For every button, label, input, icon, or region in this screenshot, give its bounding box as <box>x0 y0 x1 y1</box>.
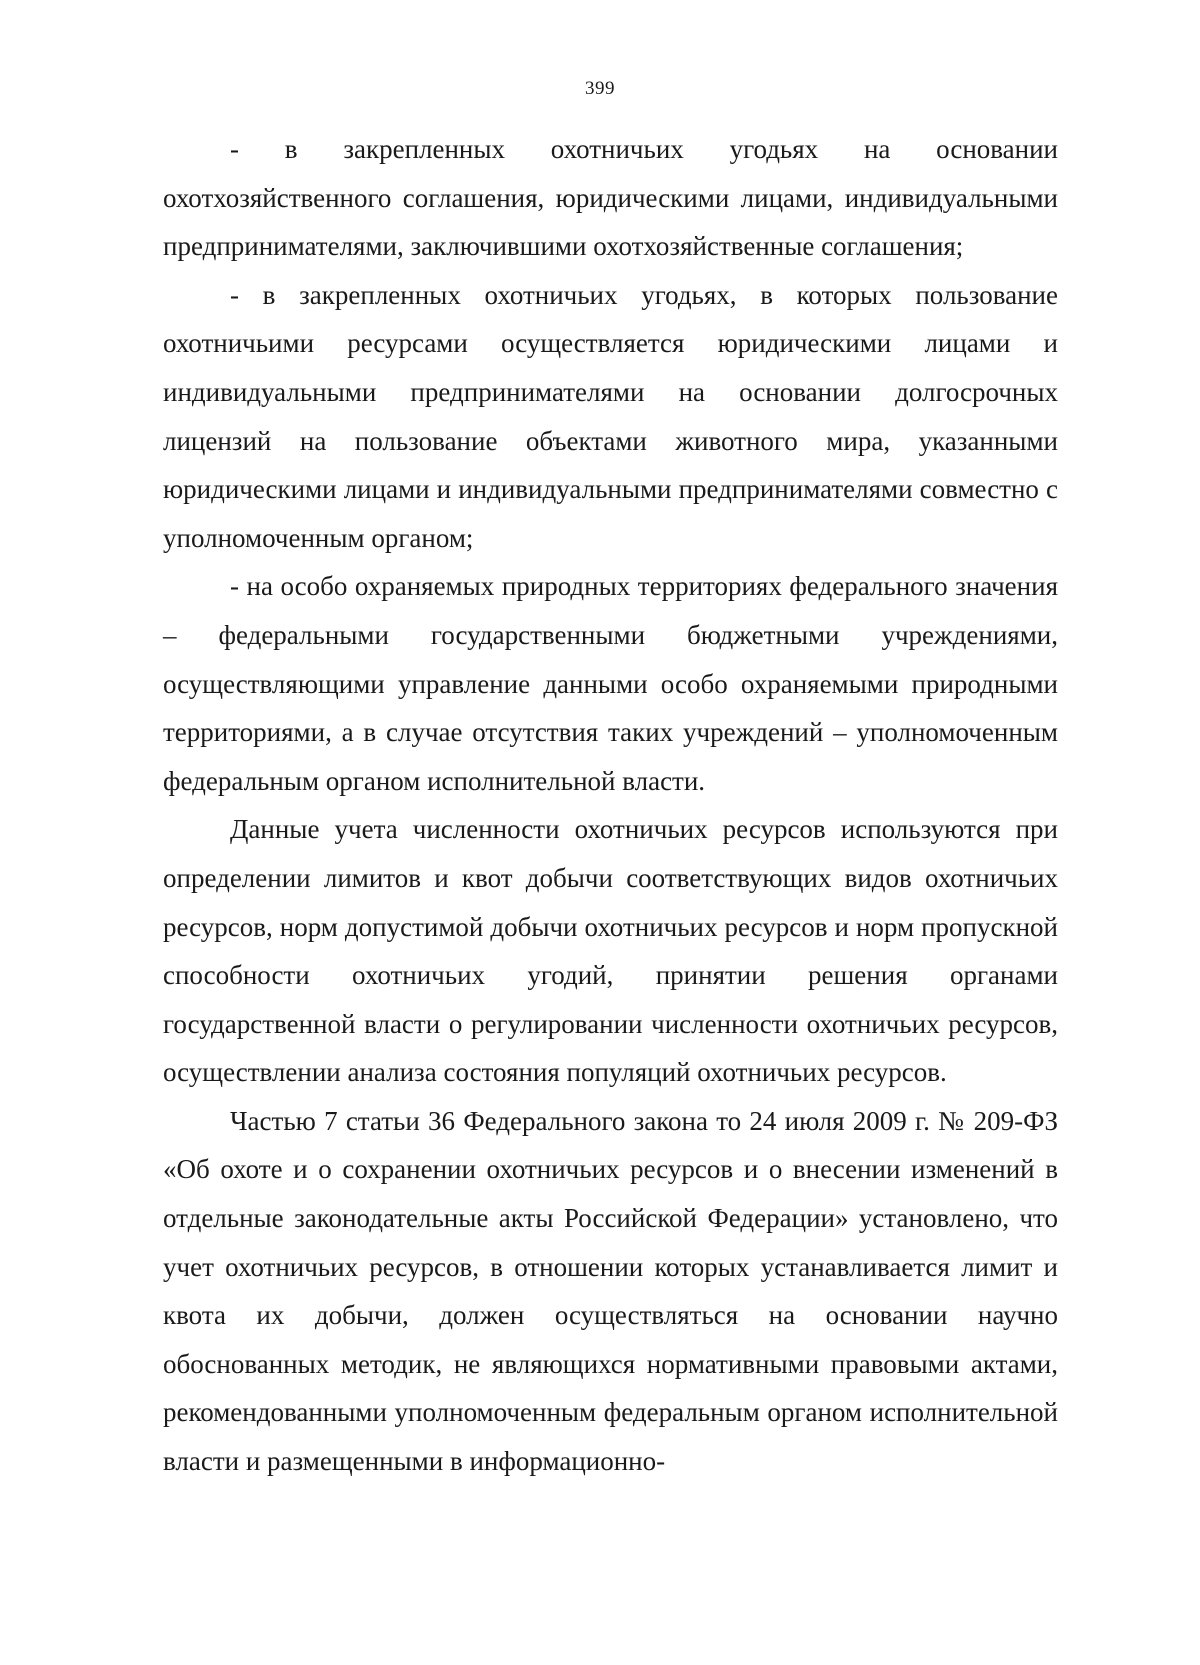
paragraph-hunting-agreement-grounds: - в закрепленных охотничьих угодьях на основании охотхозяйственного соглашения, юридическими лицами, индивидуальными предпринимателями, заключившими охотхозяйственные соглашения; <box>163 134 1058 262</box>
paragraph-long-term-licenses: - в закрепленных охотничьих угодьях, в которых пользование охотничьими ресурсами осуществляется юридическими лицами и индивидуальными предпринимателями на основании долгосрочных лицензий на пользование объектами животного мира, указанными юридическими лицами и индивидуальными предпринимателями совместно с уполномоченным органом; <box>163 279 1058 553</box>
paragraph-accounting-data-usage: Данные учета численности охотничьих ресурсов используются при определении лимитов и квот добычи соответствующих видов охотничьих ресурсов, норм допустимой добычи охотничьих ресурсов и норм пропускной способности охотничьих угодий, принятии решения органами государственной власти о регулировании численности охотничьих ресурсов, осуществлении анализа состояния популяций охотничьих ресурсов. <box>163 814 1058 1088</box>
page-number: 399 <box>585 78 615 99</box>
paragraph-federal-law-reference: Частью 7 статьи 36 Федерального закона то 24 июля 2009 г. № 209-ФЗ «Об охоте и о сохранении охотничьих ресурсов и о внесении изменений в отдельные законодательные акты Российской Федерации» установлено, что учет охотничьих ресурсов, в отношении которых устанавливается лимит и квота их добычи, должен осуществляться на основании научно обоснованных методик, не являющихся нормативными правовыми актами, рекомендованными уполномоченным федеральным органом исполнительной власти и размещенными в информационно- <box>163 1105 1058 1477</box>
document-body <box>163 125 1058 1486</box>
paragraph-protected-territories: - на особо охраняемых природных территориях федерального значения – федеральными государственными бюджетными учреждениями, осуществляющими управление данными особо охраняемыми природными территориями, а в случае отсутствия таких учреждений – уполномоченным федеральным органом исполнительной власти. <box>163 571 1058 796</box>
